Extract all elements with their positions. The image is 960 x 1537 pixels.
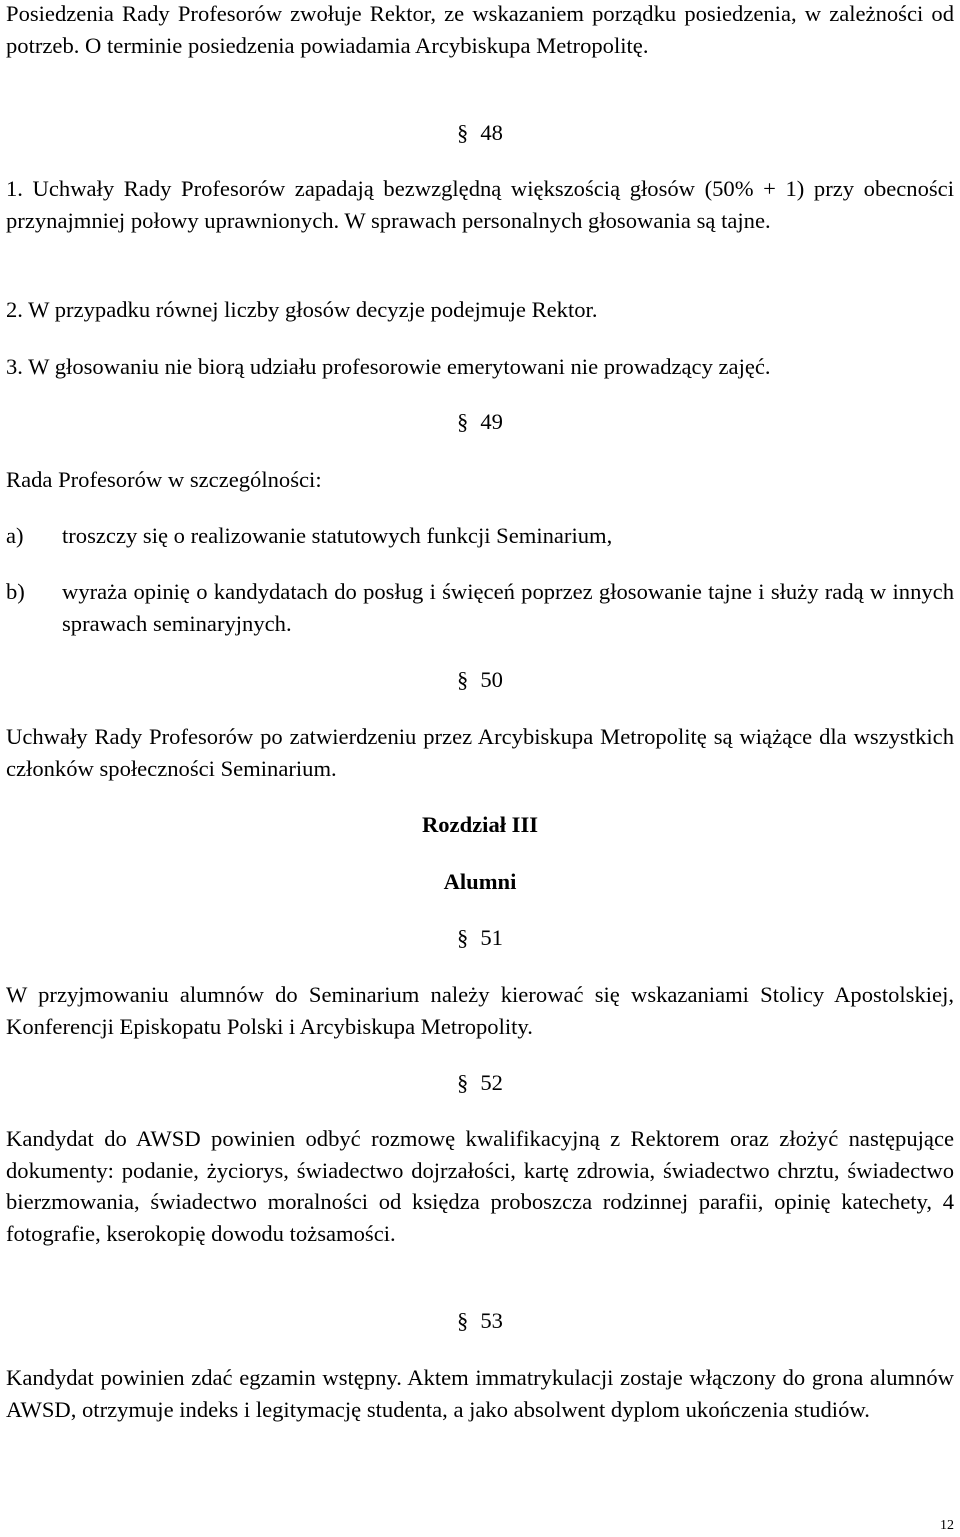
- section-52-heading: [0, 1067, 960, 1099]
- paragraph-52: Kandydat do AWSD powinien odbyć rozmowę kwalifikacyjną z Rektorem oraz złożyć następujące dokumenty: podanie, życiorys, świadectwo dojrzałości, kartę zdrowia, świadectwo chrztu, świadectwo bierzmowania, świadectwo moralności od księdza proboszcza rodzinnej parafii, opinię katechety, 4 fotografie, kserokopię dowodu tożsamości.: [6, 1126, 954, 1246]
- paragraph-51: W przyjmowaniu alumnów do Seminarium należy kierować się wskazaniami Stolicy Apostolskiej, Konferencji Episkopatu Polski i Arcybiskupa Metropolity.: [6, 982, 954, 1039]
- section-53-heading: [0, 1305, 960, 1337]
- paragraph-50: Uchwały Rady Profesorów po zatwierdzeniu przez Arcybiskupa Metropolitę są wiążące dla wszystkich członków społeczności Seminarium.: [6, 724, 954, 781]
- section-number: 48: [480, 120, 503, 145]
- list-marker: b): [6, 579, 25, 604]
- section-number: 49: [480, 409, 503, 434]
- chapter-title: Rozdział III: [421, 812, 539, 837]
- paragraph-48-2: 2. W przypadku równej liczby głosów decyzje podejmuje Rektor.: [6, 297, 598, 322]
- section-51-heading: [0, 922, 960, 954]
- section-50-heading: [0, 664, 960, 696]
- section-sign: §: [457, 1070, 469, 1095]
- section-sign: §: [457, 409, 469, 434]
- section-sign: §: [457, 120, 469, 145]
- paragraph-rada-posiedzenia: Posiedzenia Rady Profesorów zwołuje Rektor, ze wskazaniem porządku posiedzenia, w zależności od potrzeb. O terminie posiedzenia powiadamia Arcybiskupa Metropolitę.: [6, 1, 954, 58]
- paragraph-49-intro: Rada Profesorów w szczególności:: [6, 467, 322, 492]
- chapter-subtitle: Alumni: [443, 869, 517, 894]
- section-number: 50: [480, 667, 503, 692]
- paragraph-48-3: 3. W głosowaniu nie biorą udziału profesorowie emerytowani nie prowadzący zajęć.: [6, 354, 771, 379]
- paragraph-48-1: 1. Uchwały Rady Profesorów zapadają bezwzględną większością głosów (50% + 1) przy obecności przynajmniej połowy uprawnionych. W sprawach personalnych głosowania są tajne.: [6, 176, 954, 233]
- section-number: 53: [480, 1308, 503, 1333]
- page-number: 12: [940, 1518, 954, 1533]
- list-marker: a): [6, 523, 24, 548]
- section-number: 52: [480, 1070, 503, 1095]
- section-number: 51: [480, 925, 503, 950]
- section-48-heading: [0, 117, 960, 149]
- list-item-text: wyraża opinię o kandydatach do posług i święceń poprzez głosowanie tajne i służy radą w innych sprawach seminaryjnych.: [62, 579, 954, 636]
- list-item-text: troszczy się o realizowanie statutowych funkcji Seminarium,: [62, 523, 613, 548]
- list-item-a: [6, 520, 954, 552]
- paragraph-53: Kandydat powinien zdać egzamin wstępny. Aktem immatrykulacji zostaje włączony do grona alumnów AWSD, otrzymuje indeks i legitymację studenta, a jako absolwent dyplom ukończenia studiów.: [6, 1365, 954, 1422]
- section-sign: §: [457, 1308, 469, 1333]
- section-sign: §: [457, 667, 469, 692]
- section-49-heading: [0, 406, 960, 438]
- list-item-b: [6, 576, 954, 639]
- section-sign: §: [457, 925, 469, 950]
